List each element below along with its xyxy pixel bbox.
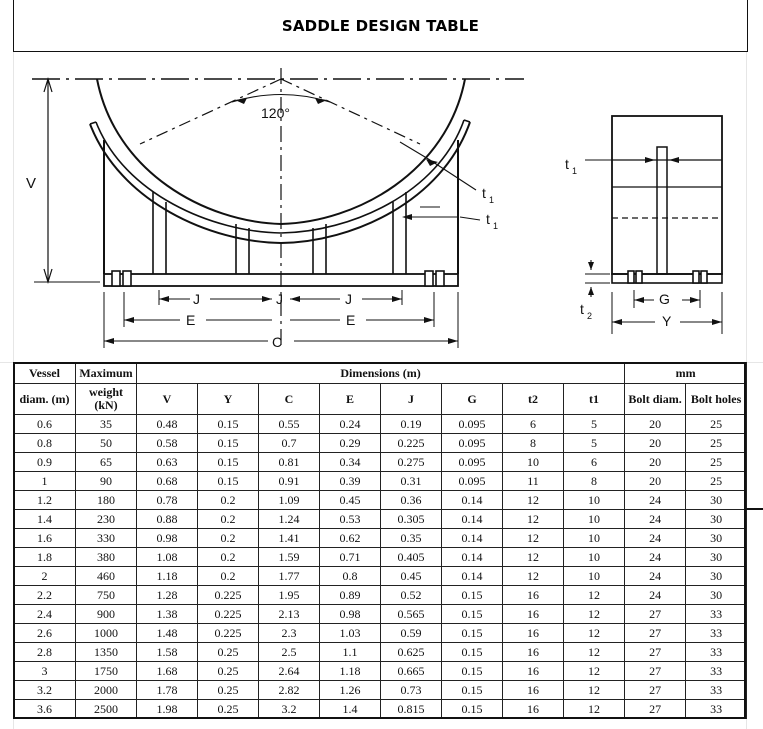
table-cell[interactable]: 6 (503, 415, 564, 434)
table-row (14, 472, 747, 491)
table-cell[interactable]: 0.73 (381, 681, 442, 700)
table-cell[interactable]: 0.275 (381, 453, 442, 472)
table-cell[interactable]: 230 (76, 510, 137, 529)
table-cell[interactable]: 0.25 (198, 643, 259, 662)
table-row (14, 681, 747, 700)
table-cell[interactable]: 10 (564, 510, 625, 529)
table-cell[interactable]: 0.71 (320, 548, 381, 567)
table-cell[interactable]: 0.55 (259, 415, 320, 434)
table-cell[interactable]: 0.59 (381, 624, 442, 643)
table-cell[interactable]: 0.565 (381, 605, 442, 624)
table-cell[interactable]: 27 (625, 643, 686, 662)
table-cell[interactable]: 0.15 (442, 681, 503, 700)
angle-label: 120° (261, 105, 290, 121)
table-cell[interactable]: 10 (564, 567, 625, 586)
table-cell[interactable]: 33 (686, 681, 747, 700)
edge-marker (746, 508, 763, 510)
table-cell[interactable]: 50 (76, 434, 137, 453)
table-cell[interactable]: 0.31 (381, 472, 442, 491)
table-cell[interactable]: 0.225 (381, 434, 442, 453)
table-cell[interactable]: 2.8 (14, 643, 76, 662)
table-cell[interactable]: 0.8 (320, 567, 381, 586)
table-cell[interactable]: 900 (76, 605, 137, 624)
table-cell[interactable]: 0.53 (320, 510, 381, 529)
table-cell[interactable]: 25 (686, 472, 747, 491)
table-cell[interactable]: 0.15 (198, 453, 259, 472)
table-cell[interactable]: 0.14 (442, 567, 503, 586)
table-row (14, 491, 747, 510)
table-cell[interactable]: 12 (503, 510, 564, 529)
table-cell[interactable]: 16 (503, 586, 564, 605)
table-cell[interactable]: 3 (14, 662, 76, 681)
table-cell[interactable]: 0.8 (14, 434, 76, 453)
table-cell[interactable]: 24 (625, 529, 686, 548)
table-row (14, 529, 747, 548)
table-cell[interactable]: 16 (503, 624, 564, 643)
table-cell[interactable]: 1.41 (259, 529, 320, 548)
table-cell[interactable]: 10 (503, 453, 564, 472)
label-e-right: E (346, 312, 356, 328)
table-cell[interactable]: 0.225 (198, 605, 259, 624)
table-row (14, 434, 747, 453)
table-cell[interactable]: 16 (503, 681, 564, 700)
saddle-design-table (13, 362, 747, 719)
label-j-center: J (276, 291, 283, 307)
table-row (14, 624, 747, 643)
table-cell[interactable]: 0.15 (442, 586, 503, 605)
table-cell[interactable]: 27 (625, 700, 686, 719)
table-cell[interactable]: 3.6 (14, 700, 76, 719)
table-cell[interactable]: 0.25 (198, 681, 259, 700)
table-cell[interactable]: 0.225 (198, 586, 259, 605)
table-cell[interactable]: 10 (564, 529, 625, 548)
table-cell[interactable]: 0.15 (442, 643, 503, 662)
table-cell[interactable]: 24 (625, 491, 686, 510)
table-cell[interactable]: 25 (686, 415, 747, 434)
table-cell[interactable]: 12 (564, 662, 625, 681)
header-dimensions[interactable]: Dimensions (m) (137, 363, 625, 384)
table-cell[interactable]: 16 (503, 700, 564, 719)
table-cell[interactable]: 1.08 (137, 548, 198, 567)
table-cell[interactable]: 2 (14, 567, 76, 586)
header-mm[interactable]: mm (625, 363, 747, 384)
table-cell[interactable]: 33 (686, 643, 747, 662)
table-cell[interactable]: 0.2 (198, 491, 259, 510)
table-cell[interactable]: 5 (564, 415, 625, 434)
label-v: V (26, 175, 37, 192)
table-cell[interactable]: 0.62 (320, 529, 381, 548)
table-cell[interactable]: 180 (76, 491, 137, 510)
table-cell[interactable]: 0.34 (320, 453, 381, 472)
table-cell[interactable]: 1.18 (137, 567, 198, 586)
table-cell[interactable]: 10 (564, 491, 625, 510)
table-cell[interactable]: 33 (686, 662, 747, 681)
table-cell[interactable]: 20 (625, 453, 686, 472)
table-cell[interactable]: 2500 (76, 700, 137, 719)
table-cell[interactable]: 25 (686, 434, 747, 453)
table-cell[interactable]: 2.5 (259, 643, 320, 662)
table-cell[interactable]: 0.305 (381, 510, 442, 529)
table-cell[interactable]: 3.2 (259, 700, 320, 719)
table-row (14, 605, 747, 624)
label-c: C (272, 334, 283, 350)
table-cell[interactable]: 750 (76, 586, 137, 605)
label-t1-side: t (565, 156, 569, 172)
table-cell[interactable]: 0.81 (259, 453, 320, 472)
table-row (14, 700, 747, 719)
table-cell[interactable]: 30 (686, 491, 747, 510)
table-cell[interactable]: 33 (686, 605, 747, 624)
table-cell[interactable]: 0.14 (442, 510, 503, 529)
column-header[interactable]: C (259, 384, 320, 415)
table-cell[interactable]: 1.4 (14, 510, 76, 529)
table-cell[interactable]: 1 (14, 472, 76, 491)
table-cell[interactable]: 2.64 (259, 662, 320, 681)
table-cell[interactable]: 1.6 (14, 529, 76, 548)
table-cell[interactable]: 16 (503, 605, 564, 624)
table-cell[interactable]: 1.38 (137, 605, 198, 624)
table-cell[interactable]: 11 (503, 472, 564, 491)
table-cell[interactable]: 12 (564, 605, 625, 624)
table-cell[interactable]: 12 (503, 491, 564, 510)
header-maximum[interactable]: Maximum (76, 363, 137, 384)
column-header[interactable]: E (320, 384, 381, 415)
table-cell[interactable]: 24 (625, 586, 686, 605)
table-cell[interactable]: 12 (564, 700, 625, 719)
label-j-right: J (345, 291, 352, 307)
table-cell[interactable]: 2.6 (14, 624, 76, 643)
label-t1-upper: t (482, 185, 486, 201)
table-cell[interactable]: 6 (564, 453, 625, 472)
svg-text:1: 1 (489, 195, 495, 205)
table-cell[interactable]: 0.15 (442, 700, 503, 719)
table-cell[interactable]: 12 (564, 624, 625, 643)
table-cell[interactable]: 1.26 (320, 681, 381, 700)
header-vessel[interactable]: Vessel (14, 363, 76, 384)
table-cell[interactable]: 30 (686, 529, 747, 548)
table-cell[interactable]: 1.95 (259, 586, 320, 605)
table-cell[interactable]: 16 (503, 643, 564, 662)
table-row (14, 453, 747, 472)
table-cell[interactable]: 0.39 (320, 472, 381, 491)
table-cell[interactable]: 30 (686, 567, 747, 586)
table-cell[interactable]: 0.15 (442, 624, 503, 643)
table-cell[interactable]: 1.1 (320, 643, 381, 662)
table-cell[interactable]: 330 (76, 529, 137, 548)
table-cell[interactable]: 0.29 (320, 434, 381, 453)
angle-radial-left (140, 79, 281, 144)
column-header[interactable]: t1 (564, 384, 625, 415)
table-cell[interactable]: 2.4 (14, 605, 76, 624)
table-cell[interactable]: 1.8 (14, 548, 76, 567)
table-cell[interactable]: 1.58 (137, 643, 198, 662)
table-cell[interactable]: 2.82 (259, 681, 320, 700)
table-cell[interactable]: 24 (625, 510, 686, 529)
table-row (14, 662, 747, 681)
table-cell[interactable]: 24 (625, 567, 686, 586)
table-cell[interactable]: 1.24 (259, 510, 320, 529)
table-cell[interactable]: 0.98 (320, 605, 381, 624)
table-cell[interactable]: 0.2 (198, 548, 259, 567)
label-j-left: J (193, 291, 200, 307)
table-cell[interactable]: 1000 (76, 624, 137, 643)
table-cell[interactable]: 0.2 (198, 567, 259, 586)
table-cell[interactable]: 0.25 (198, 662, 259, 681)
table-cell[interactable]: 0.63 (137, 453, 198, 472)
table-cell[interactable]: 1350 (76, 643, 137, 662)
table-cell[interactable]: 8 (564, 472, 625, 491)
column-header[interactable]: diam. (m) (14, 384, 76, 415)
column-header[interactable]: V (137, 384, 198, 415)
table-cell[interactable]: 30 (686, 548, 747, 567)
table-cell[interactable]: 1.28 (137, 586, 198, 605)
table-row (14, 415, 747, 434)
table-row (14, 586, 747, 605)
table-cell[interactable]: 0.095 (442, 453, 503, 472)
table-cell[interactable]: 3.2 (14, 681, 76, 700)
column-header[interactable]: J (381, 384, 442, 415)
table-cell[interactable]: 33 (686, 700, 747, 719)
table-cell[interactable]: 0.225 (198, 624, 259, 643)
table-cell[interactable]: 12 (503, 567, 564, 586)
table-cell[interactable]: 27 (625, 662, 686, 681)
column-header[interactable]: G (442, 384, 503, 415)
table-cell[interactable]: 0.98 (137, 529, 198, 548)
table-cell[interactable]: 30 (686, 510, 747, 529)
table-cell[interactable]: 12 (564, 586, 625, 605)
table-cell[interactable]: 2.2 (14, 586, 76, 605)
table-cell[interactable]: 0.45 (320, 491, 381, 510)
table-cell[interactable]: 0.095 (442, 472, 503, 491)
label-g: G (659, 291, 670, 307)
table-cell[interactable]: 0.15 (442, 662, 503, 681)
table-cell[interactable]: 0.89 (320, 586, 381, 605)
table-cell[interactable]: 0.095 (442, 415, 503, 434)
table-cell[interactable]: 90 (76, 472, 137, 491)
table-cell[interactable]: 0.25 (198, 700, 259, 719)
table-cell[interactable]: 0.6 (14, 415, 76, 434)
table-cell[interactable]: 0.24 (320, 415, 381, 434)
table-cell[interactable]: 0.48 (137, 415, 198, 434)
table-row (14, 567, 747, 586)
table-cell[interactable]: 20 (625, 434, 686, 453)
table-cell[interactable]: 33 (686, 624, 747, 643)
saddle-drawing[interactable] (0, 52, 763, 362)
table-cell[interactable]: 0.815 (381, 700, 442, 719)
side-view-web (657, 147, 667, 274)
table-cell[interactable]: 20 (625, 472, 686, 491)
table-row (14, 548, 747, 567)
table-cell[interactable]: 10 (564, 548, 625, 567)
table-cell[interactable]: 0.14 (442, 529, 503, 548)
table-cell[interactable]: 1.2 (14, 491, 76, 510)
table-cell[interactable]: 24 (625, 548, 686, 567)
table-cell[interactable]: 0.15 (442, 605, 503, 624)
table-cell[interactable]: 0.68 (137, 472, 198, 491)
table-cell[interactable]: 65 (76, 453, 137, 472)
table-cell[interactable]: 2.3 (259, 624, 320, 643)
table-cell[interactable]: 0.405 (381, 548, 442, 567)
table-cell[interactable]: 0.35 (381, 529, 442, 548)
table-cell[interactable]: 0.88 (137, 510, 198, 529)
table-cell[interactable]: 0.625 (381, 643, 442, 662)
table-cell[interactable]: 5 (564, 434, 625, 453)
table-cell[interactable]: 1.18 (320, 662, 381, 681)
table-cell[interactable]: 0.15 (198, 472, 259, 491)
label-e-left: E (186, 312, 196, 328)
table-cell[interactable]: 0.14 (442, 491, 503, 510)
table-cell[interactable]: 12 (503, 548, 564, 567)
column-header[interactable]: Y (198, 384, 259, 415)
table-cell[interactable]: 1.09 (259, 491, 320, 510)
column-header[interactable]: weight (kN) (76, 384, 137, 415)
table-cell[interactable]: 20 (625, 415, 686, 434)
table-cell[interactable]: 35 (76, 415, 137, 434)
table-cell[interactable]: 8 (503, 434, 564, 453)
table-cell[interactable]: 1.68 (137, 662, 198, 681)
table-row (14, 643, 747, 662)
table-cell[interactable]: 460 (76, 567, 137, 586)
table-cell[interactable]: 0.45 (381, 567, 442, 586)
sheet-title[interactable]: SADDLE DESIGN TABLE (13, 0, 748, 52)
column-header[interactable]: Bolt diam. (625, 384, 686, 415)
label-y: Y (662, 313, 672, 329)
table-cell[interactable]: 1.98 (137, 700, 198, 719)
table-cell[interactable]: 27 (625, 605, 686, 624)
table-cell[interactable]: 16 (503, 662, 564, 681)
table-cell[interactable]: 27 (625, 681, 686, 700)
table-cell[interactable]: 0.2 (198, 529, 259, 548)
table-cell[interactable]: 0.19 (381, 415, 442, 434)
column-header[interactable]: Bolt holes (686, 384, 747, 415)
table-cell[interactable]: 1750 (76, 662, 137, 681)
table-cell[interactable]: 0.52 (381, 586, 442, 605)
table-cell[interactable]: 1.03 (320, 624, 381, 643)
table-cell[interactable]: 2.13 (259, 605, 320, 624)
label-t2: t (580, 301, 584, 317)
table-cell[interactable]: 2000 (76, 681, 137, 700)
table-cell[interactable]: 0.58 (137, 434, 198, 453)
label-t1-lower: t (486, 211, 490, 227)
svg-text:1: 1 (572, 166, 578, 176)
table-row (14, 510, 747, 529)
table-cell[interactable]: 0.7 (259, 434, 320, 453)
table-cell[interactable]: 0.9 (14, 453, 76, 472)
table-cell[interactable]: 25 (686, 453, 747, 472)
table-cell[interactable]: 0.15 (198, 434, 259, 453)
table-cell[interactable]: 0.36 (381, 491, 442, 510)
table-cell[interactable]: 1.78 (137, 681, 198, 700)
table-cell[interactable]: 0.78 (137, 491, 198, 510)
column-header[interactable]: t2 (503, 384, 564, 415)
table-cell[interactable]: 1.59 (259, 548, 320, 567)
svg-text:2: 2 (587, 311, 593, 321)
table-cell[interactable]: 0.91 (259, 472, 320, 491)
table-cell[interactable]: 1.77 (259, 567, 320, 586)
table-cell[interactable]: 12 (564, 681, 625, 700)
table-cell[interactable]: 12 (503, 529, 564, 548)
table-cell[interactable]: 0.665 (381, 662, 442, 681)
table-cell[interactable]: 0.14 (442, 548, 503, 567)
table-cell[interactable]: 1.4 (320, 700, 381, 719)
table-cell[interactable]: 0.095 (442, 434, 503, 453)
angle-radial-right (281, 79, 420, 144)
svg-text:1: 1 (493, 221, 499, 231)
table-cell[interactable]: 0.15 (198, 415, 259, 434)
table-cell[interactable]: 30 (686, 586, 747, 605)
table-cell[interactable]: 380 (76, 548, 137, 567)
table-cell[interactable]: 12 (564, 643, 625, 662)
table-cell[interactable]: 27 (625, 624, 686, 643)
table-cell[interactable]: 1.48 (137, 624, 198, 643)
table-cell[interactable]: 0.2 (198, 510, 259, 529)
